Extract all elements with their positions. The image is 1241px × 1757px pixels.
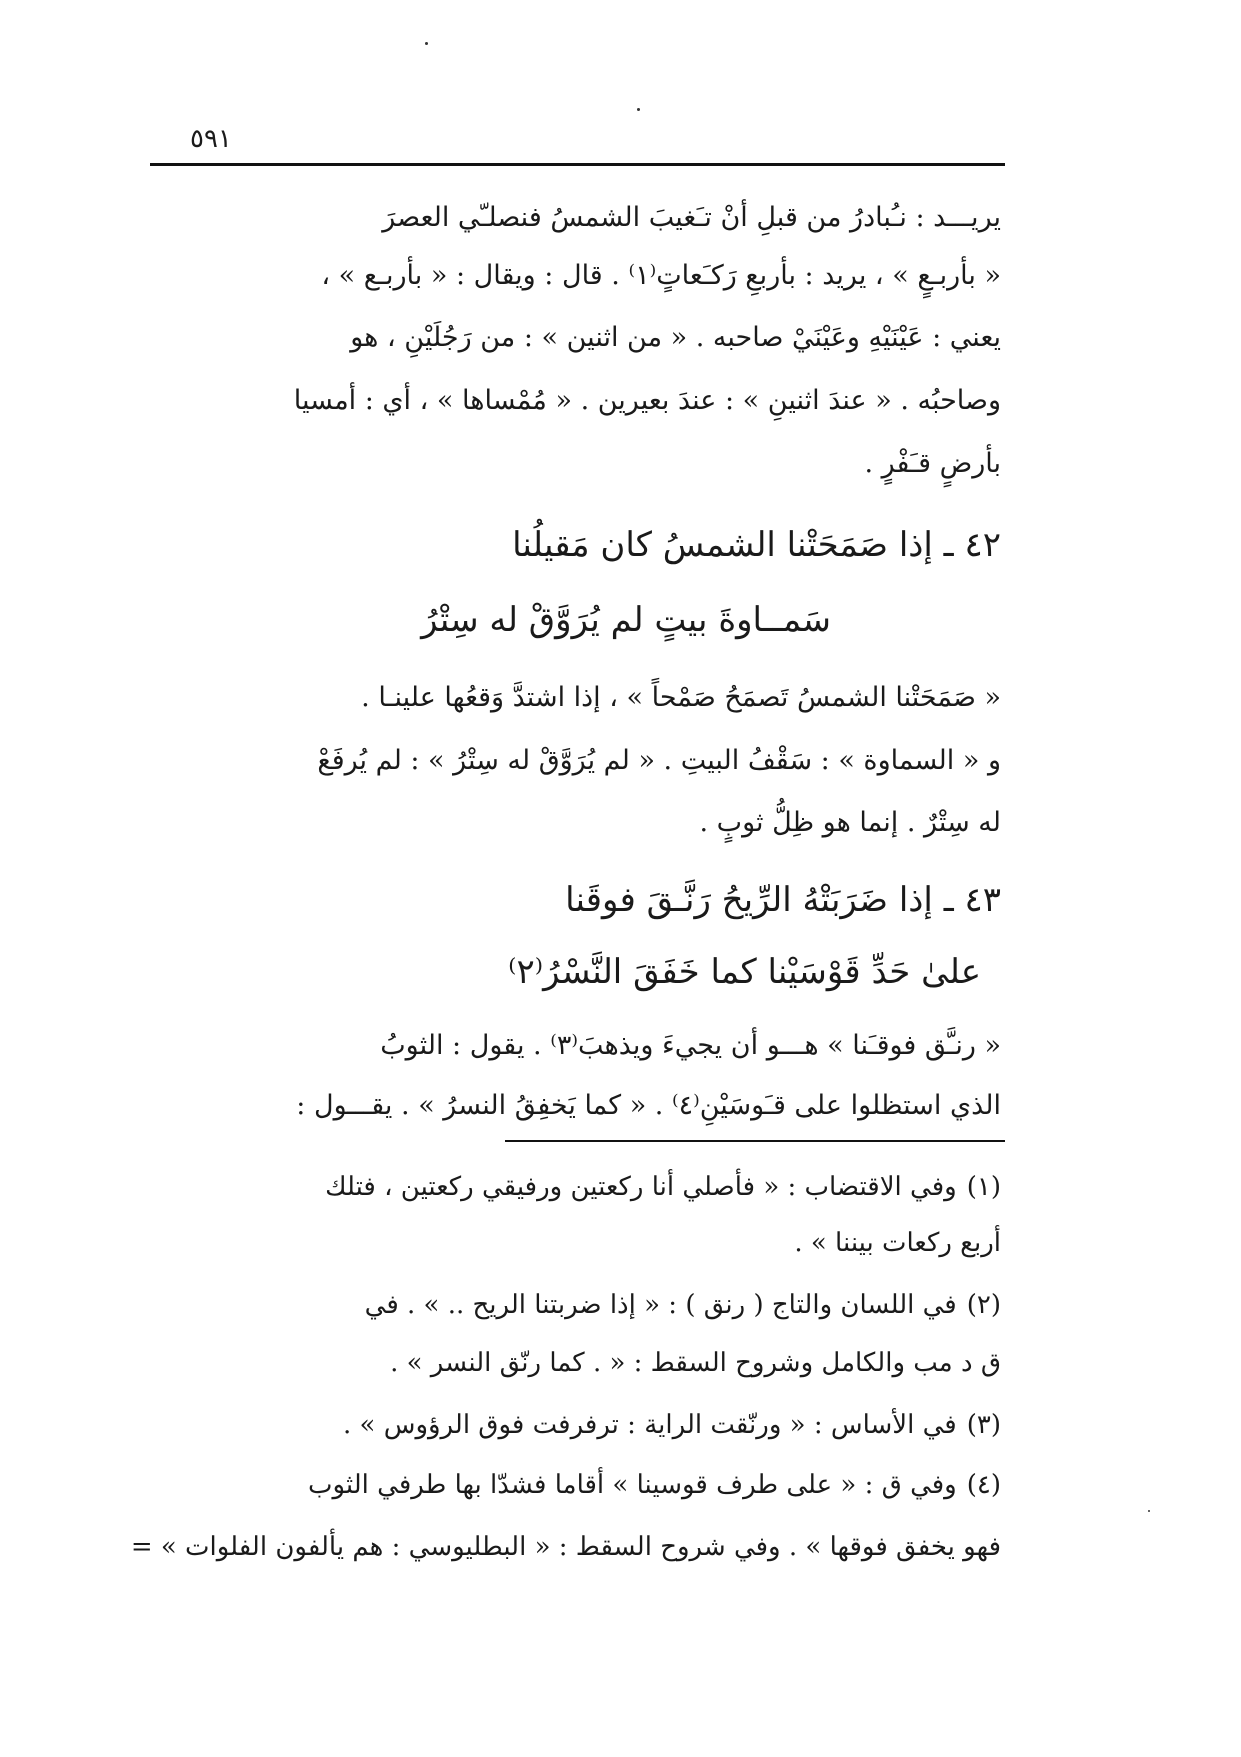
- body-line-4: وصاحبُه . « عندَ اثنينِ » : عندَ بعيرين . « مُمْساها » ، أي : أمسيا: [293, 385, 1001, 416]
- footnote-2-continued: [390, 1348, 1001, 1378]
- commentary-43-line-1: « رنـَّق فوقـَنا » هـــو أن يجيءَ ويذهبَ⁽٣⁾ . يقول : الثوبُ: [380, 1030, 1001, 1061]
- footnote-text: في الأساس : « ورنّقت الراية : ترفرفت فوق الرؤوس » .: [343, 1410, 957, 1440]
- footnote-text: فهو يخفق فوقها » . وفي شروح السقط : « البطليوسي : هم يألفون الفلوات » =: [130, 1532, 1001, 1562]
- footnote-text: وفي الاقتضاب : « فأصلي أنا ركعتين ورفيقي ركعتين ، فتلك: [325, 1172, 957, 1202]
- scan-speck: [637, 108, 640, 111]
- footnote-number: (١): [966, 1172, 1001, 1202]
- commentary-42-line-3: له سِتْرٌ . إنما هو ظِلُّ ثوبٍ .: [699, 807, 1001, 838]
- footnote-rule: [505, 1140, 1005, 1142]
- verse-43-line-1: ٤٣ ـ إذا ضَرَبَتْهُ الرِّيحُ رَنَّـقَ فوقَنا: [565, 880, 1001, 920]
- commentary-43-line-2: الذي استظلوا على قـَوسَيْنِ⁽٤⁾ . « كما يَخفِقُ النسرُ » . يقـــول :: [296, 1090, 1001, 1121]
- footnote-text: ق د مب والكامل وشروح السقط : « . كما رنّق النسر » .: [390, 1348, 1001, 1378]
- body-line-2: « بأربـعٍ » ، يريد : بأربعِ رَكـَعاتٍ⁽١⁾ . قال : ويقال : « بأربـع » ،: [321, 260, 1001, 291]
- body-line-3: يعني : عَيْنَيْهِ وعَيْنَيْ صاحبه . « من اثنين » : من رَجُلَيْنِ ، هو: [350, 322, 1001, 353]
- footnote-1: [325, 1172, 1001, 1202]
- commentary-42-line-2: و « السماوة » : سَقْفُ البيتِ . « لم يُرَوَّقْ له سِتْرُ » : لم يُرفَعْ: [317, 745, 1001, 776]
- footnote-text: وفي ق : « على طرف قوسينا » أقاما فشدّا بها طرفي الثوب: [308, 1470, 957, 1500]
- footnote-number: (٣): [966, 1410, 1001, 1440]
- verse-42-line-1: ٤٢ ـ إذا صَمَحَتْنا الشمسُ كان مَقيلُنا: [512, 525, 1001, 565]
- footnote-4: [308, 1470, 1001, 1500]
- scan-speck: [425, 42, 428, 45]
- footnote-1-continued: [794, 1228, 1001, 1258]
- footnote-2: [365, 1290, 1001, 1320]
- footnote-number: (٤): [966, 1470, 1001, 1500]
- scan-speck: [1148, 1510, 1150, 1512]
- body-line-5: بأرضٍ قـَفْرٍ .: [864, 448, 1001, 479]
- verse-43-line-2: علىٰ حَدِّ قَوْسَيْنا كما خَفَقَ النَّسْرُ⁽٢⁾: [508, 952, 981, 992]
- footnote-3: [343, 1410, 1001, 1440]
- commentary-42-line-1: « صَمَحَتْنا الشمسُ تَصمَحُ صَمْحاً » ، إذا اشتدَّ وَقعُها علينـا .: [361, 682, 1001, 713]
- header-rule: [150, 163, 1005, 166]
- footnote-text: أربع ركعات بيننا » .: [794, 1228, 1001, 1258]
- body-line-1: يريـــد : نـُبادرُ من قبلِ أنْ تـَغيبَ الشمسُ فنصلـّي العصرَ: [382, 202, 1001, 233]
- verse-42-line-2: سَمــاوةَ بيتٍ لم يُرَوَّقْ له سِتْرُ: [421, 600, 831, 640]
- page-number: ٥٩١: [190, 124, 232, 154]
- footnote-4-continued: [131, 1532, 1001, 1562]
- footnote-number: (٢): [966, 1290, 1001, 1320]
- footnote-text: في اللسان والتاج ( رنق ) : « إذا ضربتنا الريح .. » . في: [364, 1290, 957, 1320]
